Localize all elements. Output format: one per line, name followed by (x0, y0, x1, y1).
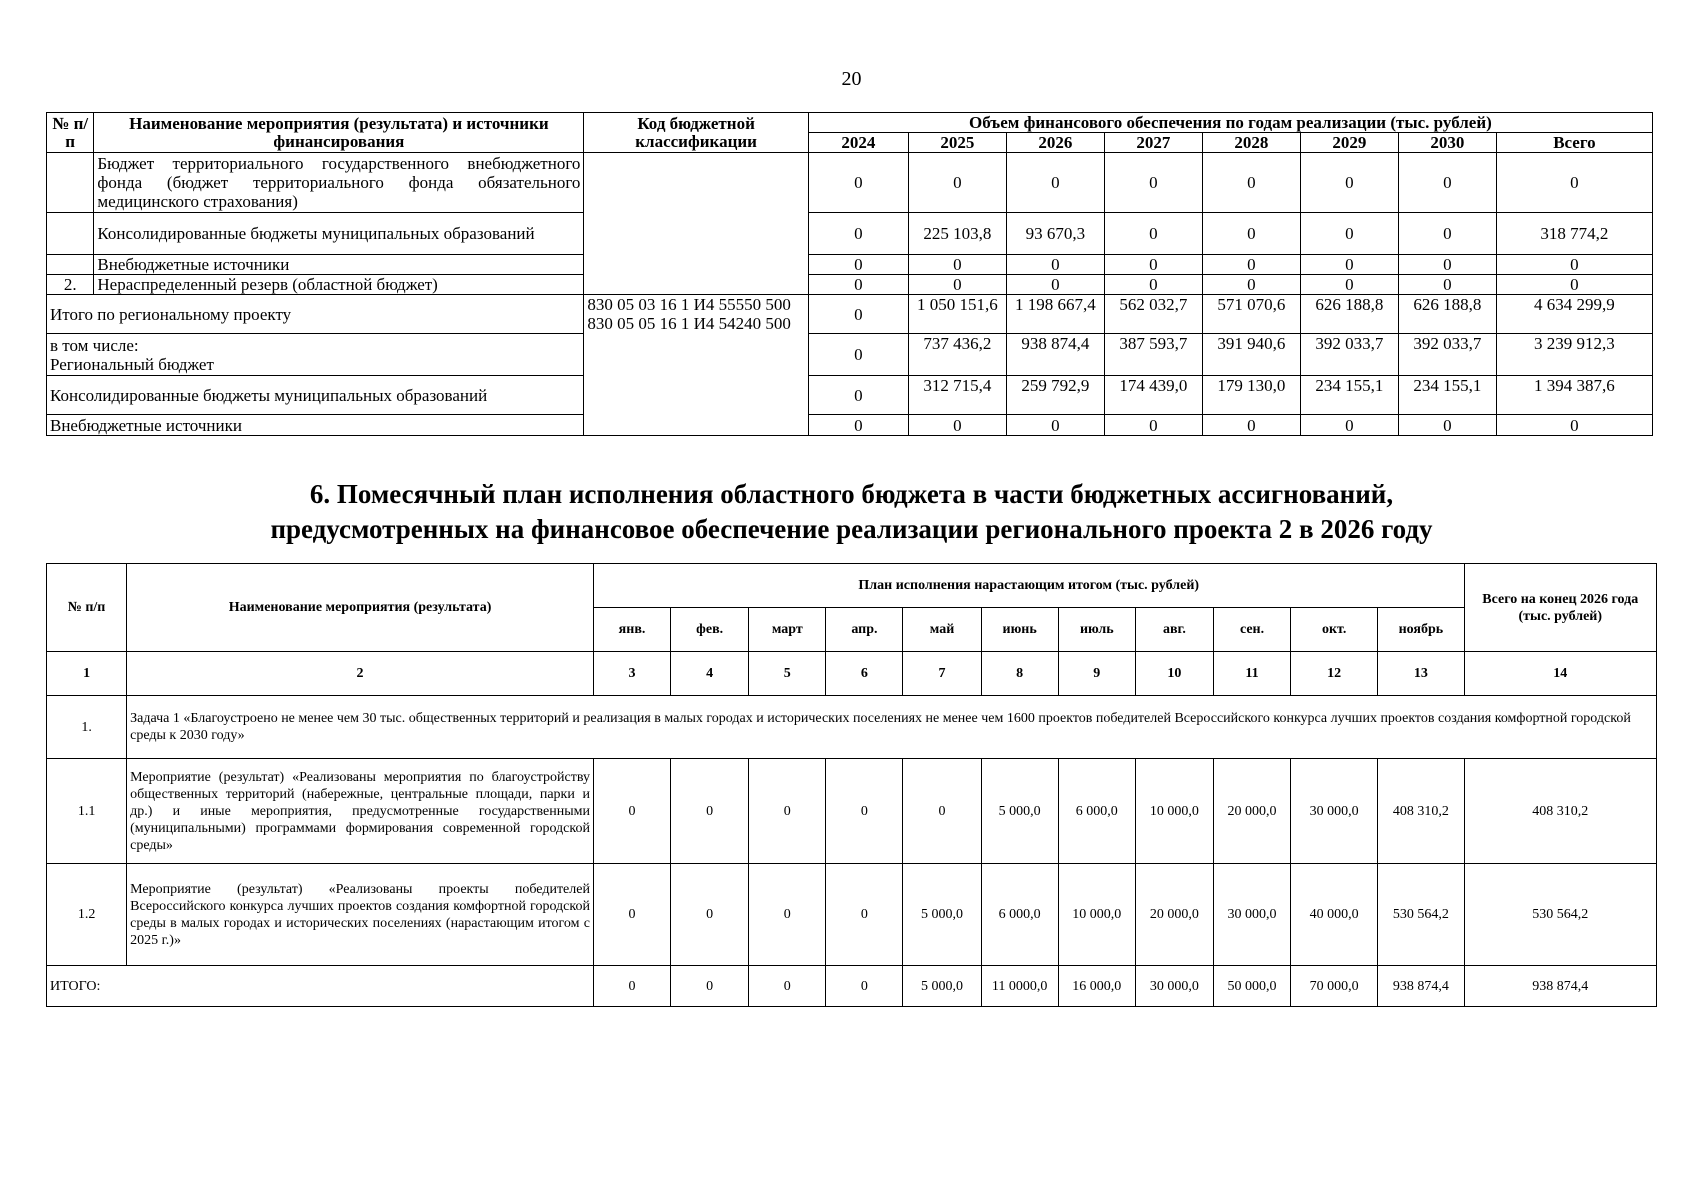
header-year: 2030 (1398, 133, 1496, 153)
value-cell: 0 (1300, 153, 1398, 213)
header-year: 2026 (1006, 133, 1104, 153)
month-value: 0 (749, 759, 826, 864)
table-row (47, 213, 1653, 255)
col-number: 4 (671, 652, 749, 696)
month-value: 0 (671, 966, 749, 1007)
value-cell: 0 (908, 275, 1006, 295)
month-value: 0 (903, 759, 981, 864)
header-year: 2025 (908, 133, 1006, 153)
value-cell: 0 (1496, 153, 1652, 213)
total-name: Итого по региональному проекту (47, 295, 584, 334)
header-month: сен. (1213, 608, 1290, 652)
header-year: 2029 (1300, 133, 1398, 153)
month-value: 11 0000,0 (981, 966, 1058, 1007)
header-year: 2027 (1104, 133, 1202, 153)
row-name: Бюджет территориального государственного внебюджетного фонда (бюджет территориального фонда обязательного медицинского страхования) (94, 153, 584, 213)
financing-table (46, 112, 1653, 436)
value-cell: 0 (1300, 415, 1398, 436)
month-value: 0 (593, 966, 670, 1007)
value-cell: 0 (808, 213, 908, 255)
total-row (47, 376, 1653, 415)
col-number: 14 (1464, 652, 1657, 696)
section-heading (0, 477, 1703, 547)
table-row (47, 255, 1653, 275)
header-row (47, 113, 1653, 133)
value-cell: 93 670,3 (1006, 213, 1104, 255)
col-number: 7 (903, 652, 981, 696)
value-cell: 1 050 151,6 (908, 295, 1006, 334)
row-total: 530 564,2 (1464, 864, 1657, 966)
value-cell: 0 (1104, 415, 1202, 436)
value-cell: 571 070,6 (1202, 295, 1300, 334)
header-month: ноябрь (1378, 608, 1464, 652)
itogo-total: 938 874,4 (1464, 966, 1657, 1007)
value-cell: 0 (808, 415, 908, 436)
value-cell: 0 (808, 376, 908, 415)
total-name: Внебюджетные источники (47, 415, 584, 436)
total-row (47, 334, 1653, 376)
value-cell: 0 (908, 415, 1006, 436)
task-text: Задача 1 «Благоустроено не менее чем 30 тыс. общественных территорий и реализация в малых городах и исторических поселениях не менее чем 1600 проектов победителей Всероссийского конкурса лучших проектов создания комфортной городской среды к 2030 году» (127, 696, 1657, 759)
row-name: Нераспределенный резерв (областной бюджет) (94, 275, 584, 295)
col-number: 6 (826, 652, 903, 696)
value-cell: 0 (808, 153, 908, 213)
value-cell: 0 (1202, 153, 1300, 213)
value-cell: 626 188,8 (1398, 295, 1496, 334)
total-name-line1: в том числе: (50, 335, 139, 355)
header-row (47, 564, 1657, 608)
total-name: Консолидированные бюджеты муниципальных образований (47, 376, 584, 415)
budget-code: 830 05 03 16 1 И4 55550 500 (587, 295, 791, 314)
value-cell: 387 593,7 (1104, 334, 1202, 376)
value-cell: 391 940,6 (1202, 334, 1300, 376)
value-cell: 174 439,0 (1104, 376, 1202, 415)
row-name: Мероприятие (результат) «Реализованы проекты победителей Всероссийского конкурса лучших проектов создания комфортной городской среды в малых городах и исторических поселениях (нарастающим итогом с 2025 г.)» (127, 864, 594, 966)
col-number: 13 (1378, 652, 1464, 696)
value-cell: 0 (1202, 415, 1300, 436)
header-plan: План исполнения нарастающим итогом (тыс. рублей) (593, 564, 1464, 608)
value-cell: 0 (908, 255, 1006, 275)
value-cell: 0 (1398, 275, 1496, 295)
month-value: 5 000,0 (981, 759, 1058, 864)
header-month: апр. (826, 608, 903, 652)
value-cell: 225 103,8 (908, 213, 1006, 255)
header-month: июль (1058, 608, 1135, 652)
row-num (47, 213, 94, 255)
value-cell: 179 130,0 (1202, 376, 1300, 415)
value-cell: 234 155,1 (1398, 376, 1496, 415)
col-number: 11 (1213, 652, 1290, 696)
month-value: 50 000,0 (1213, 966, 1290, 1007)
value-cell: 0 (808, 334, 908, 376)
value-cell: 0 (1006, 415, 1104, 436)
col-number: 5 (749, 652, 826, 696)
header-num: № п/п (47, 113, 94, 153)
value-cell: 4 634 299,9 (1496, 295, 1652, 334)
value-cell: 0 (1496, 275, 1652, 295)
row-total: 408 310,2 (1464, 759, 1657, 864)
value-cell: 1 394 387,6 (1496, 376, 1652, 415)
col-number: 3 (593, 652, 670, 696)
header-month: июнь (981, 608, 1058, 652)
month-value: 20 000,0 (1135, 864, 1213, 966)
section-heading-line1: 6. Помесячный план исполнения областного бюджета в части бюджетных ассигнований, (309, 479, 1394, 509)
month-value: 0 (671, 759, 749, 864)
col-number: 2 (127, 652, 594, 696)
page-number: 20 (841, 68, 862, 90)
table-row (47, 275, 1653, 295)
value-cell: 0 (1398, 153, 1496, 213)
value-cell: 0 (1398, 415, 1496, 436)
total-name (47, 334, 584, 376)
month-value: 30 000,0 (1135, 966, 1213, 1007)
value-cell: 0 (1300, 213, 1398, 255)
header-month: март (749, 608, 826, 652)
task-row (47, 696, 1657, 759)
month-value: 0 (826, 864, 903, 966)
value-cell: 392 033,7 (1300, 334, 1398, 376)
month-value: 0 (593, 864, 670, 966)
budget-code: 830 05 05 16 1 И4 54240 500 (587, 314, 791, 333)
value-cell: 0 (1202, 255, 1300, 275)
month-value: 408 310,2 (1378, 759, 1464, 864)
value-cell: 0 (1398, 213, 1496, 255)
month-value: 5 000,0 (903, 864, 981, 966)
value-cell: 1 198 667,4 (1006, 295, 1104, 334)
total-row (47, 415, 1653, 436)
month-value: 70 000,0 (1291, 966, 1378, 1007)
value-cell: 737 436,2 (908, 334, 1006, 376)
value-cell: 0 (808, 275, 908, 295)
header-month: авг. (1135, 608, 1213, 652)
header-year: 2028 (1202, 133, 1300, 153)
month-value: 938 874,4 (1378, 966, 1464, 1007)
month-value: 0 (749, 966, 826, 1007)
header-name: Наименование мероприятия (результата) и источники финансирования (94, 113, 584, 153)
month-value: 0 (826, 759, 903, 864)
row-num: 1.1 (47, 759, 127, 864)
value-cell: 0 (1496, 415, 1652, 436)
value-cell: 626 188,8 (1300, 295, 1398, 334)
col-number: 9 (1058, 652, 1135, 696)
month-value: 10 000,0 (1135, 759, 1213, 864)
value-cell: 562 032,7 (1104, 295, 1202, 334)
value-cell: 0 (1300, 275, 1398, 295)
value-cell: 0 (1202, 213, 1300, 255)
value-cell: 0 (808, 295, 908, 334)
value-cell: 0 (1104, 153, 1202, 213)
header-total: Всего (1496, 133, 1652, 153)
itogo-label: ИТОГО: (47, 966, 594, 1007)
header-month: янв. (593, 608, 670, 652)
monthly-plan-table (46, 563, 1657, 1007)
col-number: 1 (47, 652, 127, 696)
value-cell: 234 155,1 (1300, 376, 1398, 415)
value-cell: 0 (1398, 255, 1496, 275)
row-num (47, 255, 94, 275)
row-num (47, 153, 94, 213)
value-cell: 392 033,7 (1398, 334, 1496, 376)
value-cell: 0 (1496, 255, 1652, 275)
value-cell: 0 (808, 255, 908, 275)
month-value: 0 (593, 759, 670, 864)
month-value: 530 564,2 (1378, 864, 1464, 966)
code-cell-empty (584, 153, 808, 295)
month-value: 0 (749, 864, 826, 966)
value-cell: 259 792,9 (1006, 376, 1104, 415)
value-cell: 0 (1104, 213, 1202, 255)
month-value: 10 000,0 (1058, 864, 1135, 966)
month-value: 0 (671, 864, 749, 966)
table-row (47, 153, 1653, 213)
month-value: 5 000,0 (903, 966, 981, 1007)
value-cell: 0 (1006, 153, 1104, 213)
month-value: 30 000,0 (1213, 864, 1290, 966)
header-month: фев. (671, 608, 749, 652)
budget-code-cell (584, 295, 808, 436)
value-cell: 938 874,4 (1006, 334, 1104, 376)
month-value: 30 000,0 (1291, 759, 1378, 864)
row-num: 1.2 (47, 864, 127, 966)
total-row (47, 295, 1653, 334)
total-name-line2: Региональный бюджет (50, 354, 214, 374)
value-cell: 0 (1202, 275, 1300, 295)
value-cell: 0 (1006, 275, 1104, 295)
header-code: Код бюджетной классификации (584, 113, 808, 153)
value-cell: 312 715,4 (908, 376, 1006, 415)
month-value: 6 000,0 (1058, 759, 1135, 864)
value-cell: 0 (1006, 255, 1104, 275)
section-heading-line2: предусмотренных на финансовое обеспечение реализации регионального проекта 2 в 2026 году (270, 514, 1433, 544)
month-value: 6 000,0 (981, 864, 1058, 966)
value-cell: 0 (1104, 275, 1202, 295)
value-cell: 0 (1104, 255, 1202, 275)
month-value: 0 (826, 966, 903, 1007)
header-volume: Объем финансового обеспечения по годам реализации (тыс. рублей) (808, 113, 1652, 133)
header-num: № п/п (47, 564, 127, 652)
header-month: окт. (1291, 608, 1378, 652)
col-number: 8 (981, 652, 1058, 696)
header-name: Наименование мероприятия (результата) (127, 564, 594, 652)
header-month: май (903, 608, 981, 652)
row-name: Внебюджетные источники (94, 255, 584, 275)
month-value: 16 000,0 (1058, 966, 1135, 1007)
value-cell: 0 (908, 153, 1006, 213)
month-value: 20 000,0 (1213, 759, 1290, 864)
task-num: 1. (47, 696, 127, 759)
value-cell: 3 239 912,3 (1496, 334, 1652, 376)
column-number-row (47, 652, 1657, 696)
row-num: 2. (47, 275, 94, 295)
header-year: 2024 (808, 133, 908, 153)
value-cell: 0 (1300, 255, 1398, 275)
value-cell: 318 774,2 (1496, 213, 1652, 255)
table-row (47, 864, 1657, 966)
month-value: 40 000,0 (1291, 864, 1378, 966)
table-row (47, 759, 1657, 864)
row-name: Консолидированные бюджеты муниципальных образований (94, 213, 584, 255)
header-total: Всего на конец 2026 года (тыс. рублей) (1464, 564, 1657, 652)
col-number: 10 (1135, 652, 1213, 696)
col-number: 12 (1291, 652, 1378, 696)
itogo-row (47, 966, 1657, 1007)
row-name: Мероприятие (результат) «Реализованы мероприятия по благоустройству общественных территорий (набережные, центральные площади, парки и др.) и иные мероприятия, предусмотренные государственными (муниципальными) программами формирования современной городской среды» (127, 759, 594, 864)
